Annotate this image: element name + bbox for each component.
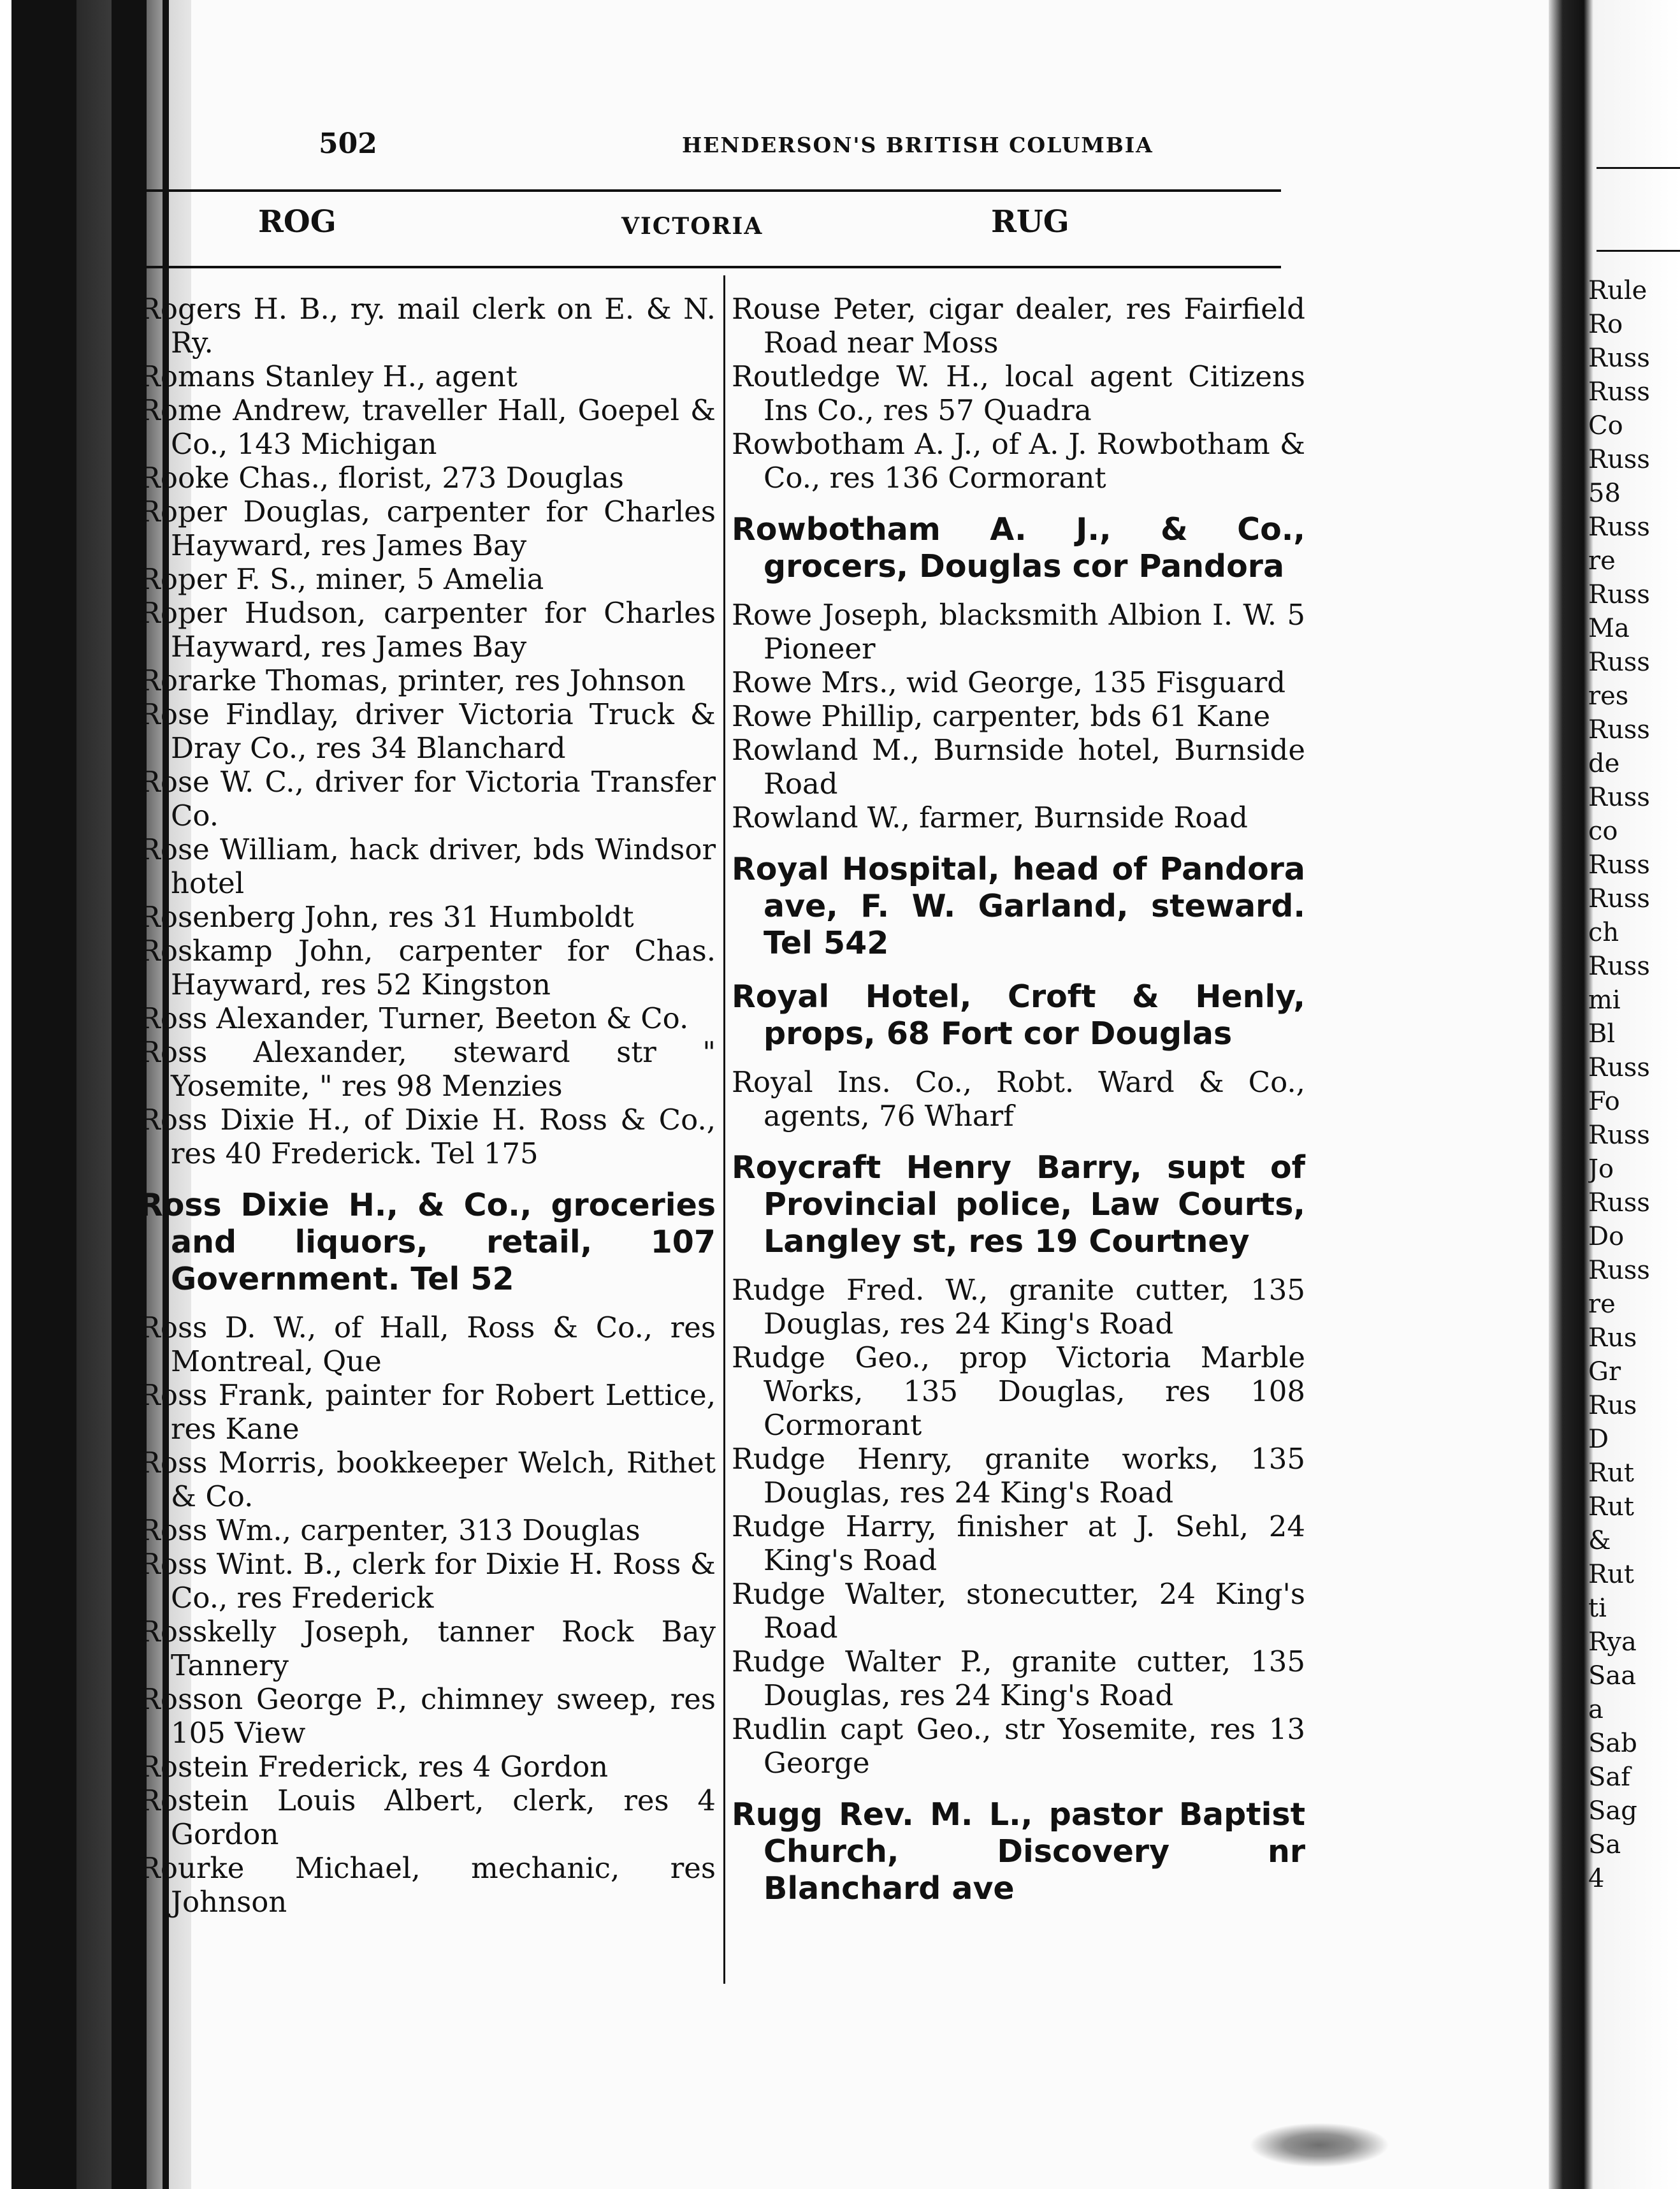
adjacent-page-fragment: res bbox=[1588, 681, 1629, 711]
running-title: HENDERSON'S BRITISH COLUMBIA bbox=[682, 133, 1154, 157]
directory-entry: Rosenberg John, res 31 Humboldt bbox=[139, 900, 634, 934]
adjacent-page-fragment: Sa bbox=[1588, 1830, 1621, 1859]
directory-entry: Rowland W., farmer, Burnside Road bbox=[732, 801, 1248, 834]
adjacent-page-fragment: Russ bbox=[1588, 445, 1650, 474]
adjacent-page-fragment: Rya bbox=[1588, 1627, 1637, 1657]
adjacent-page-fragment: Rut bbox=[1588, 1492, 1634, 1522]
directory-entry: Rudlin capt Geo., str Yosemite, res 13 George bbox=[732, 1712, 1305, 1780]
directory-entry: Rorarke Thomas, printer, res Johnson bbox=[139, 664, 686, 697]
adjacent-page-fragment: Gr bbox=[1588, 1357, 1621, 1386]
adjacent-page-fragment: Jo bbox=[1588, 1154, 1614, 1184]
adjacent-page-fragment: Russ bbox=[1588, 783, 1650, 812]
directory-entry: Rogers H. B., ry. mail clerk on E. & N. Ry. bbox=[139, 292, 716, 360]
directory-entry: Rose Findlay, driver Victoria Truck & Dray Co., res 34 Blanchard bbox=[139, 697, 716, 765]
directory-entry: Rosskelly Joseph, tanner Rock Bay Tannery bbox=[139, 1615, 716, 1682]
directory-entry: Roper Hudson, carpenter for Charles Hayward, res James Bay bbox=[139, 596, 716, 664]
directory-entry: Rowe Joseph, blacksmith Albion I. W. 5 Pioneer bbox=[732, 598, 1305, 665]
directory-entry: Ross Frank, painter for Robert Lettice, res Kane bbox=[139, 1378, 716, 1446]
adjacent-page-rule-bottom bbox=[1597, 250, 1680, 252]
adjacent-page-fragment: Rut bbox=[1588, 1560, 1634, 1589]
guide-word-left: ROG bbox=[258, 204, 337, 240]
directory-entry: Ross Alexander, Turner, Beeton & Co. bbox=[139, 1001, 689, 1035]
guide-words bbox=[137, 204, 1281, 249]
directory-entry: Rourke Michael, mechanic, res Johnson bbox=[139, 1851, 716, 1919]
adjacent-page-fragment: ti bbox=[1588, 1594, 1607, 1623]
adjacent-page-fragment: Russ bbox=[1588, 1256, 1650, 1285]
adjacent-page-fragment: Rus bbox=[1588, 1391, 1637, 1420]
directory-entry: Rostein Frederick, res 4 Gordon bbox=[139, 1750, 609, 1784]
adjacent-page-fragment: Sab bbox=[1588, 1729, 1637, 1758]
directory-entry: Rudge Henry, granite works, 135 Douglas, res 24 King's Road bbox=[732, 1442, 1305, 1509]
directory-entry: Rudge Geo., prop Victoria Marble Works, 135 Douglas, res 108 Cormorant bbox=[732, 1341, 1305, 1442]
adjacent-page-fragment: Russ bbox=[1588, 344, 1650, 373]
directory-entry: Ross Morris, bookkeeper Welch, Rithet & Co. bbox=[139, 1446, 716, 1513]
guide-word-city: VICTORIA bbox=[621, 213, 764, 240]
directory-advert-entry: Roycraft Henry Barry, supt of Provincial police, Law Courts, Langley st, res 19 Courtney bbox=[732, 1149, 1305, 1260]
adjacent-page-fragment: Ro bbox=[1588, 310, 1623, 339]
directory-entry: Rudge Harry, finisher at J. Sehl, 24 King's Road bbox=[732, 1509, 1305, 1577]
directory-entry: Ross Alexander, steward str " Yosemite, " res 98 Menzies bbox=[139, 1035, 716, 1103]
adjacent-page-fragment: Russ bbox=[1588, 1188, 1650, 1218]
adjacent-page-fragment: Russ bbox=[1588, 513, 1650, 542]
page-header bbox=[319, 127, 1491, 166]
page-number: 502 bbox=[319, 127, 377, 160]
adjacent-page-fragment: 4 bbox=[1588, 1864, 1605, 1893]
directory-entry: Rowland M., Burnside hotel, Burnside Road bbox=[732, 733, 1305, 801]
directory-entry: Roper Douglas, carpenter for Charles Hayward, res James Bay bbox=[139, 495, 716, 562]
header-rule-top bbox=[137, 189, 1281, 192]
directory-entry: Rowbotham A. J., of A. J. Rowbotham & Co., res 136 Cormorant bbox=[732, 427, 1305, 495]
adjacent-page-fragment: co bbox=[1588, 817, 1618, 846]
adjacent-page-fragment: de bbox=[1588, 749, 1620, 778]
adjacent-page-fragment: 58 bbox=[1588, 479, 1621, 508]
adjacent-page-fragment: & bbox=[1588, 1526, 1611, 1555]
adjacent-page-fragment: Russ bbox=[1588, 884, 1650, 913]
adjacent-page-fragment: Russ bbox=[1588, 648, 1650, 677]
directory-entry: Rostein Louis Albert, clerk, res 4 Gordon bbox=[139, 1784, 716, 1851]
directory-advert-entry: Ross Dixie H., & Co., groceries and liquors, retail, 107 Government. Tel 52 bbox=[139, 1187, 716, 1297]
adjacent-page-fragment: mi bbox=[1588, 985, 1621, 1015]
column-divider bbox=[723, 275, 725, 1984]
directory-entry: Ross Dixie H., of Dixie H. Ross & Co., res 40 Frederick. Tel 175 bbox=[139, 1103, 716, 1170]
directory-entry: Rooke Chas., florist, 273 Douglas bbox=[139, 461, 624, 495]
directory-entry: Roskamp John, carpenter for Chas. Hayward, res 52 Kingston bbox=[139, 934, 716, 1001]
directory-advert-entry: Royal Hospital, head of Pandora ave, F. W. Garland, steward. Tel 542 bbox=[732, 851, 1305, 961]
directory-entry: Roper F. S., miner, 5 Amelia bbox=[139, 562, 544, 596]
left-column bbox=[139, 292, 716, 1919]
directory-entry: Rudge Walter P., granite cutter, 135 Douglas, res 24 King's Road bbox=[732, 1645, 1305, 1712]
adjacent-page-fragment: Russ bbox=[1588, 952, 1650, 981]
directory-advert-entry: Royal Hotel, Croft & Henly, props, 68 Fort cor Douglas bbox=[732, 978, 1305, 1052]
adjacent-page-fragment: re bbox=[1588, 1290, 1616, 1319]
adjacent-page-fragment: Russ bbox=[1588, 377, 1650, 407]
adjacent-page-rule-top bbox=[1597, 167, 1680, 169]
adjacent-page-fragment: re bbox=[1588, 546, 1616, 576]
adjacent-page-fragment: Saf bbox=[1588, 1763, 1631, 1792]
adjacent-page-fragment: D bbox=[1588, 1425, 1609, 1454]
directory-entry: Rudge Walter, stonecutter, 24 King's Road bbox=[732, 1577, 1305, 1645]
directory-entry: Rome Andrew, traveller Hall, Goepel & Co., 143 Michigan bbox=[139, 393, 716, 461]
adjacent-page-fragment: Ma bbox=[1588, 614, 1630, 643]
right-column bbox=[732, 292, 1305, 1920]
guide-word-right: RUG bbox=[991, 204, 1069, 240]
directory-entry: Rosson George P., chimney sweep, res 105 View bbox=[139, 1682, 716, 1750]
directory-entry: Ross D. W., of Hall, Ross & Co., res Montreal, Que bbox=[139, 1311, 716, 1378]
adjacent-page-fragment: Rule bbox=[1588, 276, 1647, 305]
directory-entry: Rowe Mrs., wid George, 135 Fisguard bbox=[732, 665, 1286, 699]
adjacent-page-fragment: Russ bbox=[1588, 1121, 1650, 1150]
adjacent-page-fragment: Do bbox=[1588, 1222, 1625, 1251]
directory-advert-entry: Rugg Rev. M. L., pastor Baptist Church, Discovery nr Blanchard ave bbox=[732, 1796, 1305, 1907]
directory-entry: Rudge Fred. W., granite cutter, 135 Douglas, res 24 King's Road bbox=[732, 1273, 1305, 1341]
adjacent-page-fragment: Co bbox=[1588, 411, 1623, 440]
adjacent-page-fragment: Rut bbox=[1588, 1458, 1634, 1488]
adjacent-page-fragment: Russ bbox=[1588, 580, 1650, 609]
directory-entry: Rouse Peter, cigar dealer, res Fairfield Road near Moss bbox=[732, 292, 1305, 360]
adjacent-page-fragment: Russ bbox=[1588, 850, 1650, 880]
scan-smudge bbox=[1249, 2123, 1389, 2167]
directory-entry: Rose W. C., driver for Victoria Transfer Co. bbox=[139, 765, 716, 833]
adjacent-page-fragment: Bl bbox=[1588, 1019, 1616, 1049]
adjacent-page-fragment: a bbox=[1588, 1695, 1604, 1724]
directory-entry: Routledge W. H., local agent Citizens Ins Co., res 57 Quadra bbox=[732, 360, 1305, 427]
header-rule-bottom bbox=[137, 266, 1281, 268]
directory-entry: Romans Stanley H., agent bbox=[139, 360, 518, 393]
adjacent-page-fragment: Rus bbox=[1588, 1323, 1637, 1353]
adjacent-page-fragment: Fo bbox=[1588, 1087, 1620, 1116]
directory-entry: Rowe Phillip, carpenter, bds 61 Kane bbox=[732, 699, 1271, 733]
adjacent-page-fragment: Saa bbox=[1588, 1661, 1637, 1691]
directory-entry: Ross Wint. B., clerk for Dixie H. Ross & Co., res Frederick bbox=[139, 1547, 716, 1615]
adjacent-page-fragment: Russ bbox=[1588, 715, 1650, 745]
adjacent-page-fragment: Russ bbox=[1588, 1053, 1650, 1082]
adjacent-page-fragment: Sag bbox=[1588, 1796, 1637, 1826]
directory-entry: Rose William, hack driver, bds Windsor hotel bbox=[139, 833, 716, 900]
adjacent-page-fragments bbox=[1588, 274, 1677, 1896]
directory-entry: Royal Ins. Co., Robt. Ward & Co., agents, 76 Wharf bbox=[732, 1065, 1305, 1133]
adjacent-page-fragment: ch bbox=[1588, 918, 1619, 947]
directory-entry: Ross Wm., carpenter, 313 Douglas bbox=[139, 1513, 641, 1547]
directory-advert-entry: Rowbotham A. J., & Co., grocers, Douglas cor Pandora bbox=[732, 511, 1305, 585]
